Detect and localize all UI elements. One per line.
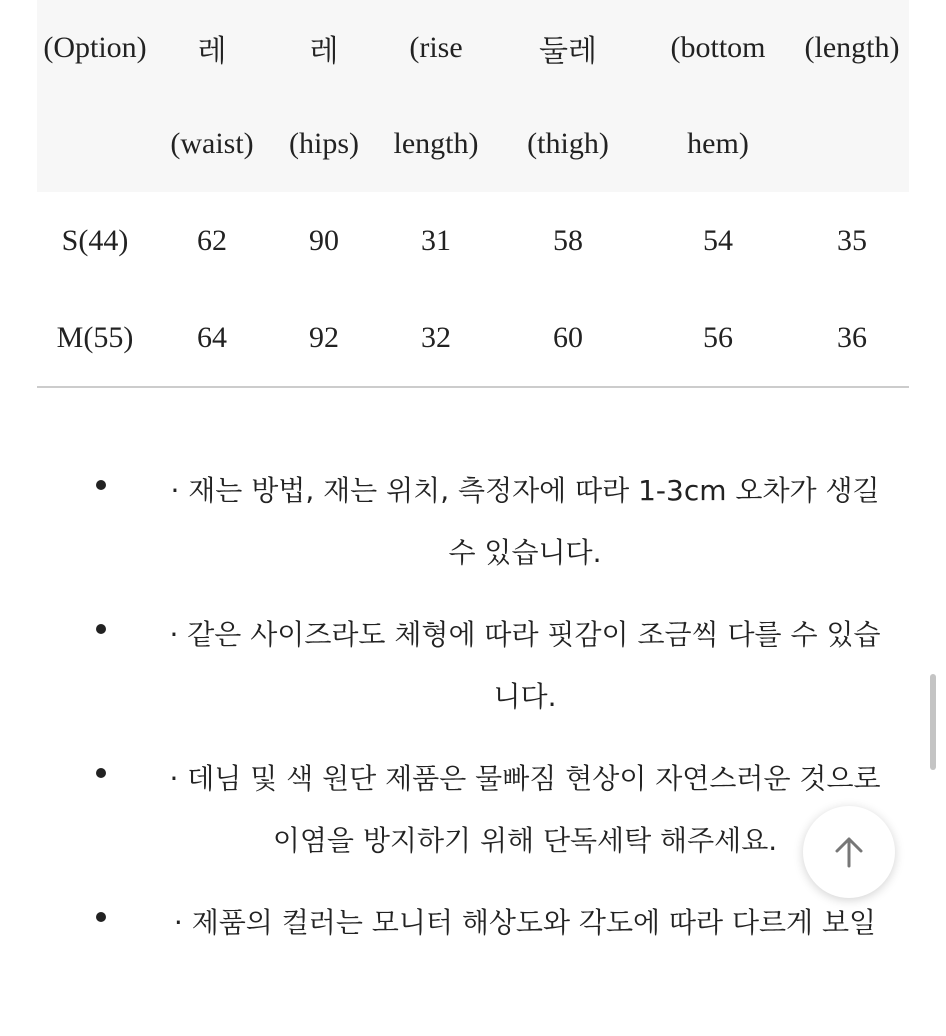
- header-hips-sub: (hips): [289, 127, 359, 160]
- arrow-up-icon: [831, 834, 867, 870]
- note-line: 니다.: [493, 680, 557, 713]
- rise-cell: 31: [421, 223, 451, 257]
- note-line: · 제품의 컬러는 모니터 해상도와 각도에 따라 다르게 보일: [173, 906, 877, 939]
- header-thigh: 둘레: [539, 35, 597, 68]
- waist-cell: 62: [197, 223, 227, 257]
- care-notes-list: [0, 460, 946, 1036]
- table-row: [37, 192, 909, 289]
- note-text: [140, 460, 910, 584]
- rise-cell: 32: [377, 289, 495, 387]
- list-item: [0, 892, 946, 1036]
- scroll-to-top-button[interactable]: [803, 806, 895, 898]
- header-length: (length): [804, 31, 900, 64]
- thigh-cell: 58: [553, 223, 583, 257]
- size-table: [37, 0, 909, 388]
- header-rise-sub: length): [393, 127, 479, 160]
- note-text: [140, 748, 910, 872]
- size-option-cell: M(55): [37, 289, 153, 387]
- note-text: [140, 604, 910, 728]
- thigh-cell: 60: [495, 289, 641, 387]
- note-line: 이염을 방지하기 위해 단독세탁 해주세요.: [272, 824, 778, 857]
- note-text: [140, 892, 910, 954]
- note-line: · 데님 및 색 원단 제품은 물빠짐 현상이 자연스러운 것으로: [169, 762, 881, 795]
- header-waist-sub: (waist): [170, 127, 254, 160]
- header-waist: 레: [197, 35, 227, 68]
- header-option-sub: [37, 96, 153, 192]
- note-line: 수 있습니다.: [448, 536, 602, 569]
- note-line: · 같은 사이즈라도 체형에 따라 핏감이 조금씩 다를 수 있습: [169, 618, 881, 651]
- bullet-dot-icon: [96, 480, 106, 490]
- header-bottom-hem-sub: hem): [687, 127, 749, 160]
- hips-cell: 92: [271, 289, 377, 387]
- waist-cell: 64: [153, 289, 271, 387]
- table-header-row-1: [37, 0, 909, 96]
- bullet-dot-icon: [96, 624, 106, 634]
- list-item: [0, 460, 946, 604]
- header-length-sub: [795, 96, 909, 192]
- length-cell: 35: [837, 223, 867, 257]
- header-option: (Option): [43, 31, 147, 64]
- header-rise: (rise: [409, 31, 463, 64]
- size-option-cell: S(44): [61, 223, 129, 257]
- header-bottom-hem: (bottom: [670, 31, 766, 64]
- scrollbar-thumb[interactable]: [930, 674, 936, 770]
- table-row: [37, 289, 909, 387]
- note-line: · 재는 방법, 재는 위치, 측정자에 따라 1-3cm 오차가 생길: [170, 474, 880, 507]
- list-item: [0, 604, 946, 748]
- header-hips: 레: [309, 35, 339, 68]
- bottom-hem-cell: 54: [703, 223, 733, 257]
- bottom-hem-cell: 56: [641, 289, 795, 387]
- list-item: [0, 748, 946, 892]
- bullet-dot-icon: [96, 912, 106, 922]
- header-thigh-sub: (thigh): [527, 127, 609, 160]
- hips-cell: 90: [309, 223, 339, 257]
- length-cell: 36: [795, 289, 909, 387]
- bullet-dot-icon: [96, 768, 106, 778]
- table-header-row-2: [37, 96, 909, 192]
